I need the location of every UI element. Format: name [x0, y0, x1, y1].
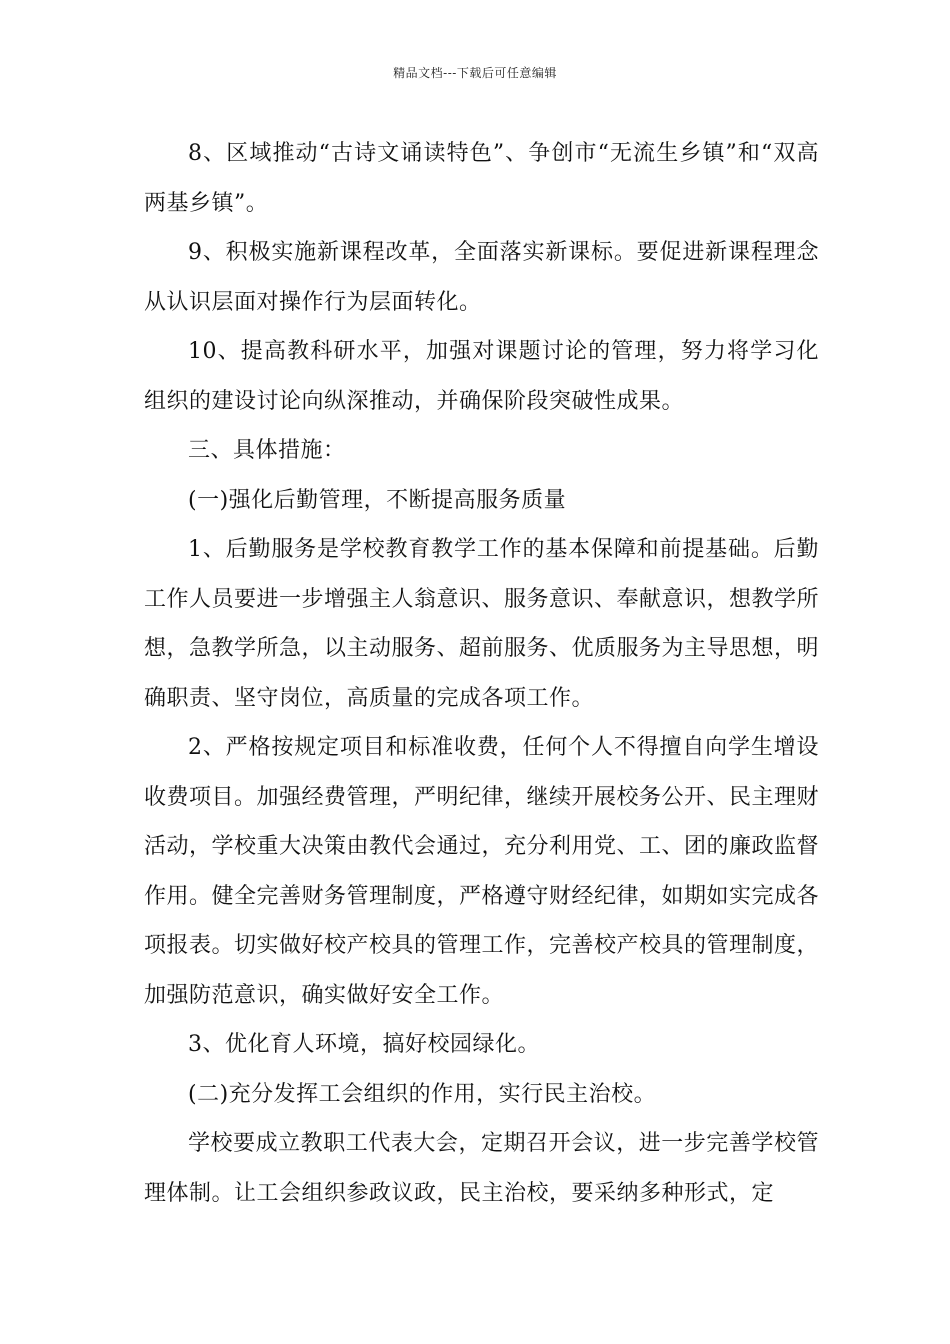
- paragraph-logistics-3: 3、优化育人环境，搞好校园绿化。: [188, 1032, 540, 1057]
- paragraph-logistics-1: 1、后勤服务是学校教育教学工作的基本保障和前提基础。后勤工作人员要进一步增强主人翁意识、服务意识、奉献意识，想教学所想，急教学所急，以主动服务、超前服务、优质服务为主导思想，明确职责、坚守岗位，高质量的完成各项工作。: [144, 537, 820, 711]
- subsection-heading-union: (二)充分发挥工会组织的作用，实行民主治校。: [188, 1081, 657, 1107]
- section-heading-measures: 三、具体措施：: [188, 438, 346, 463]
- subsection-heading-logistics: (一)强化后勤管理，不断提高服务质量: [188, 487, 567, 513]
- paragraph-item-9: 9、积极实施新课程改革，全面落实新课标。要促进新课程理念从认识层面对操作行为层面转化。: [144, 240, 819, 315]
- paragraph-union-1: 学校要成立教职工代表大会，定期召开会议，进一步完善学校管理体制。让工会组织参政议政，民主治校，要采纳多种形式，定: [144, 1131, 819, 1206]
- paragraph-item-8: 8、区域推动“古诗文诵读特色”、争创市“无流生乡镇”和“双高两基乡镇”。: [144, 141, 819, 216]
- page-header: 精品文档---下载后可任意编辑: [393, 66, 557, 80]
- paragraph-item-10: 10、提高教科研水平，加强对课题讨论的管理，努力将学习化组织的建设讨论向纵深推动，并确保阶段突破性成果。: [144, 339, 819, 414]
- document-body: [144, 129, 819, 1218]
- paragraph-logistics-2: 2、严格按规定项目和标准收费，任何个人不得擅自向学生增设收费项目。加强经费管理，严明纪律，继续开展校务公开、民主理财活动，学校重大决策由教代会通过，充分利用党、工、团的廉政监督作用。健全完善财务管理制度，严格遵守财经纪律，如期如实完成各项报表。切实做好校产校具的管理工作，完善校产校具的管理制度，加强防范意识，确实做好安全工作。: [144, 735, 820, 1008]
